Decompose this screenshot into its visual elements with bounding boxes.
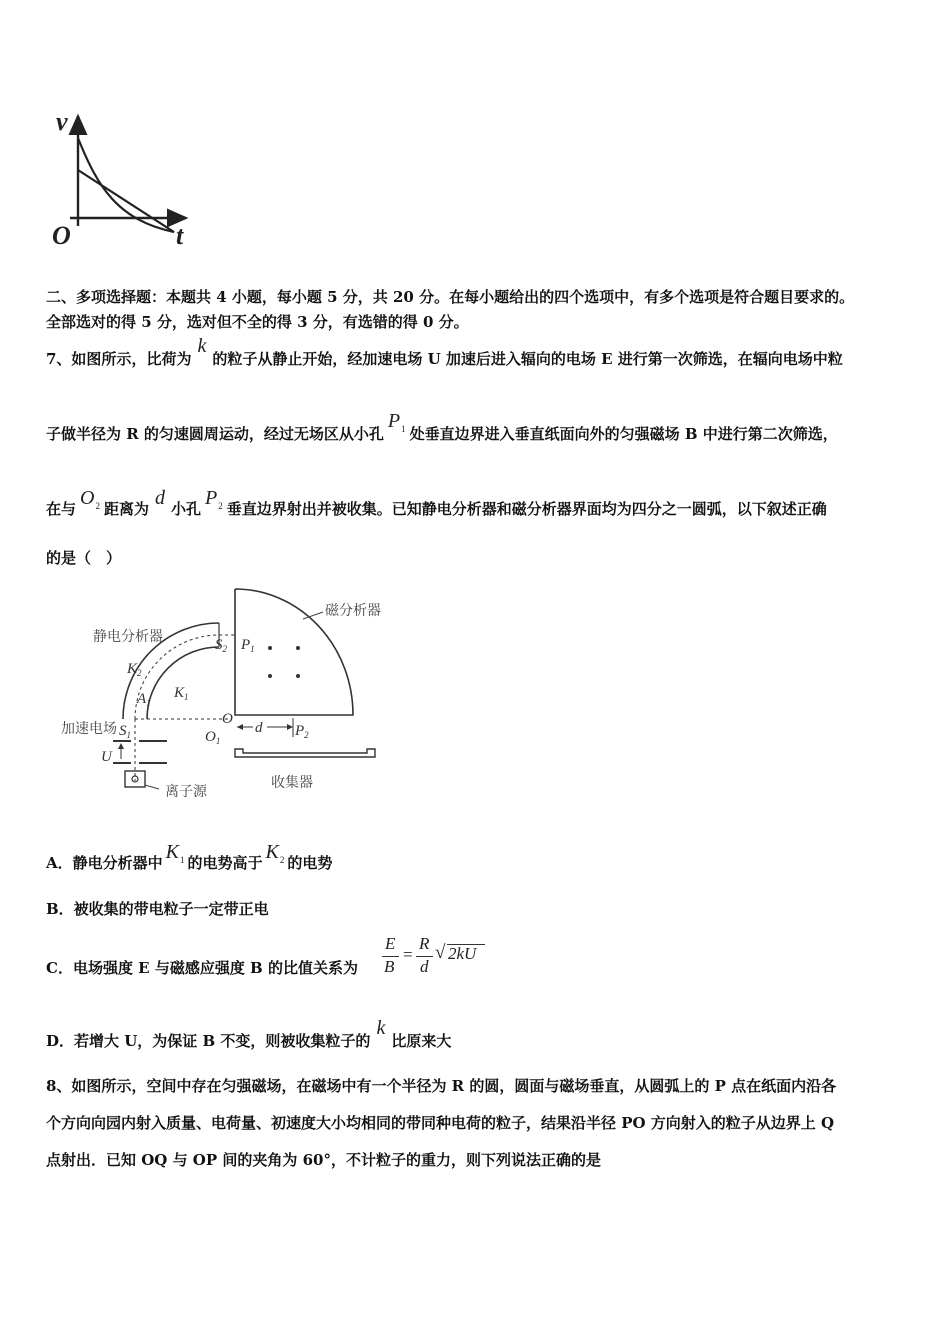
section2-line2: 全部选对的得 5 分，选对但不全的得 3 分，有选错的得 0 分。 (46, 313, 469, 331)
label-S2: $S_2$ (215, 637, 227, 654)
q7-line3 (46, 487, 827, 521)
magnetic-analyzer-label: 磁分析器 (325, 603, 381, 619)
symbol-K2: $K_2$ (265, 841, 285, 865)
collector-label: 收集器 (271, 775, 313, 791)
axis-v-label: v (56, 108, 68, 136)
q7-line2 (46, 410, 838, 446)
label-A: $A_1$ (137, 691, 151, 708)
symbol-P2: $P_2$ (205, 487, 223, 511)
q7-option-d[interactable] (46, 1017, 452, 1051)
frac-R: R (419, 934, 430, 953)
q7-line4: 的是（ ） (46, 549, 122, 567)
linear-line (78, 170, 174, 232)
d-arrowhead-left (237, 724, 243, 730)
option-a-text: 的电势高于 (187, 854, 263, 872)
symbol-k-d: k (376, 1017, 386, 1039)
q7-option-a[interactable] (46, 841, 333, 875)
section2-line1: 二、多项选择题：本题共 4 小题，每小题 5 分，共 20 分。在每小题给出的四个选项中，有多个选项是符合题目要求的。 (46, 288, 855, 306)
ion-source-label: 离子源 (165, 784, 207, 800)
option-a-text: 的电势 (287, 854, 333, 872)
field-dot (268, 674, 272, 678)
option-d-text: D．若增大 U，为保证 B 不变，则被收集粒子的 (46, 1032, 371, 1050)
label-P2: $P_2$ (295, 723, 309, 740)
label-P1: $P_1$ (241, 637, 255, 654)
q7-text: 子做半径为 R 的匀速圆周运动，经过无场区从小孔 (46, 425, 384, 443)
q7-option-c[interactable] (46, 958, 358, 978)
label-d: d (255, 720, 263, 736)
magnetic-label-line (303, 612, 323, 619)
formula-c (381, 934, 491, 982)
field-dot (268, 646, 272, 650)
collector (235, 749, 375, 757)
ion-source-leader (145, 785, 159, 789)
static-analyzer-label: 静电分析器 (93, 629, 163, 645)
frac-E: E (385, 934, 396, 953)
label-K1: $K_1$ (174, 685, 189, 702)
symbol-P1: $P_1$ (387, 410, 406, 434)
accel-field-label: 加速电场 (61, 721, 117, 737)
symbol-d: d (154, 487, 165, 509)
q7-option-b[interactable]: B．被收集的带电粒子一定带正电 (46, 900, 269, 918)
label-U: U (101, 749, 112, 765)
option-a-text: A．静电分析器中 (46, 854, 163, 872)
label-O: O (222, 711, 233, 727)
label-S1: $S_1$ (119, 723, 131, 740)
U-arrowhead (118, 743, 124, 749)
origin-label: O (52, 221, 71, 248)
inner-arc-K1 (147, 647, 219, 719)
q7-text: 的粒子从静止开始，经加速电场 U 加速后进入辐向的电场 E 进行第一次筛选，在辐向电场中粒 (212, 350, 843, 368)
field-dot (296, 646, 300, 650)
frac-B: B (384, 957, 395, 976)
sqrt-content: 2kU (448, 944, 477, 963)
q7-line1 (46, 335, 843, 369)
q8-line3: 点射出．已知 OQ 与 OP 间的夹角为 60°，不计粒子的重力，则下列说法正确的是 (46, 1151, 601, 1169)
q7-text: 垂直边界射出并被收集。已知静电分析器和磁分析器界面均为四分之一圆弧，以下叙述正确 (226, 500, 827, 518)
equals: = (403, 945, 413, 964)
symbol-k: k (197, 335, 207, 357)
axis-t-label: t (176, 221, 184, 248)
sqrt-sign: √ (435, 942, 446, 963)
symbol-O2: $O_2$ (80, 487, 100, 511)
option-d-text: 比原来大 (391, 1032, 452, 1050)
q8-line1: 8、如图所示，空间中存在匀强磁场，在磁场中有一个半径为 R 的圆，圆面与磁场垂直，从圆弧上的 P 点在纸面内沿各 (46, 1077, 837, 1095)
q7-figure (55, 585, 395, 805)
vt-graph (48, 108, 198, 248)
q7-text: 小孔 (170, 500, 201, 518)
frac-d: d (420, 957, 429, 976)
d-arrowhead-right (287, 724, 293, 730)
field-dot (296, 674, 300, 678)
label-K2: $K_2$ (127, 661, 142, 678)
option-c-text: C．电场强度 E 与磁感应强度 B 的比值关系为 (46, 959, 358, 977)
q7-text: 在与 (46, 500, 77, 518)
q8-line2: 个方向向园内射入质量、电荷量、初速度大小均相同的带同种电荷的粒子，结果沿半径 PO 方向射入的粒子从边界上 Q (46, 1114, 835, 1132)
q7-text: 处垂直边界进入垂直纸面向外的匀强磁场 B 中进行第二次筛选， (409, 425, 838, 443)
symbol-K1: $K_1$ (165, 841, 185, 865)
q7-text: 7、如图所示，比荷为 (46, 350, 192, 368)
q7-text: 距离为 (103, 500, 149, 518)
label-O1: $O_1$ (205, 729, 221, 746)
